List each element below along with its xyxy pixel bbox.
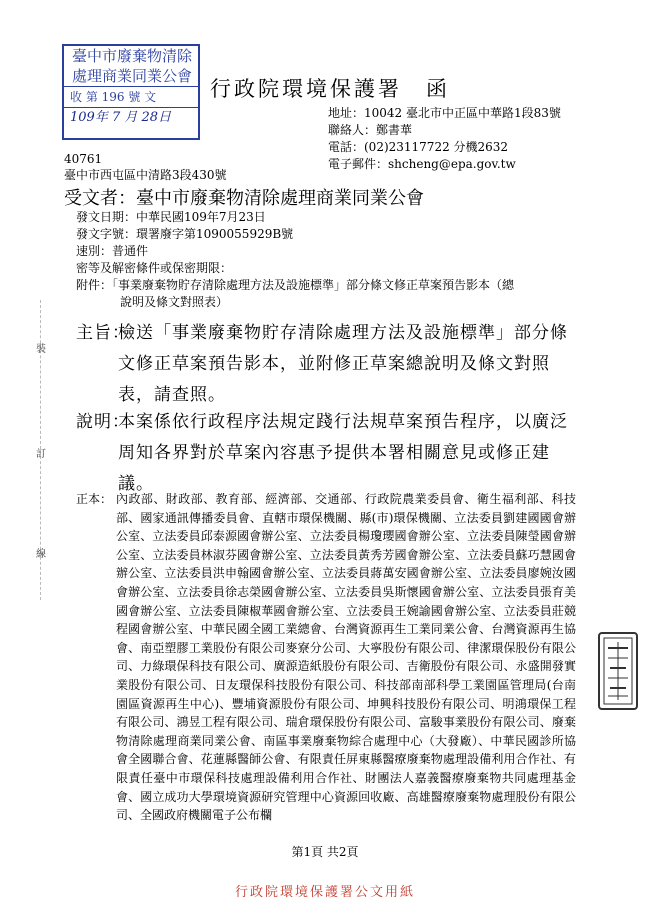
contact-email: 電子郵件：shcheng@epa.gov.tw [328,157,516,171]
explanation-label: 說明： [76,412,130,432]
issue-number: 發文字號：環署廢字第1090055929B號 [76,227,294,241]
speed: 速別：普通件 [76,244,149,258]
recipient-zip: 40761 [64,152,103,166]
contact-person: 聯絡人：鄭書華 [328,123,413,137]
binding-mark-1: 裝 [36,344,46,355]
contact-phone: 電話：(02)23117722 分機2632 [328,140,509,154]
copies-list: 內政部、財政部、教育部、經濟部、交通部、行政院農業委員會、衛生福利部、科技部、國家通訊傳播委員會、直轄市環保機關、縣(市)環保機關、立法委員劉建國國會辦公室、立法委員邱泰源國會辦公室、立法委員楊瓊瓔國會辦公室、立法委員陳瑩國會辦公室、立法委員林淑芬國會辦公室、立法委員黃秀芳國會辦公室、立法委員蘇巧慧國會辦公室、立法委員洪申翰國會辦公室、立法委員蔣萬安國會辦公室、立法委員廖婉汝國會辦公室、立法委員徐志榮國會辦公室、立法委員吳斯懷國會辦公室、立法委員張育美國會辦公室、立法委員陳椒華國會辦公室、立法委員王婉諭國會辦公室、立法委員莊競程國會辦公室、中華民國全國工業總會、台灣資源再生工業同業公會、台灣資源再生協會、南亞塑膠工業股份有限公司麥寮分公司、大寧股份有限公司、律潔環保股份有限公司、力綠環保科技有限公司、廣源造紙股份有限公司、吉衛股份有限公司、永盛開發實業股份有限公司、日友環保科技股份有限公司、科技部南部科學工業園區管理局(台南園區資源再生中心)、豐埔資源股份有限公司、坤興科技股份有限公司、明鴻環保工程有限公司、鴻昱工程有限公司、瑞倉環保股份有限公司、富駿事業股份有限公司、廢棄物清除處理商業同業公會、南區事業廢棄物綜合處理中心（大發廠）、中華民國診所協會全國聯合會、花蓮縣醫師公會、有限責任屏東縣醫療廢棄物處理設備利用合作社、有限責任臺中市環保科技處理設備利用合作社、財團法人嘉義醫療廢棄物共同處理基金會、國立成功大學環境資源研究管理中心資源回收廠、高雄醫療廢棄物處理股份有限公司、全國政府機關電子公布欄 [116,492,576,823]
subject-section [76,318,568,411]
footer-paper-name: 行政院環境保護署公文用紙 [234,885,415,900]
issuing-organization: 行政院環境保護署 函 [210,77,450,101]
subject-label: 主旨： [76,323,130,343]
binding-mark-2: 訂 [36,449,46,460]
official-seal [598,632,638,710]
page-number: 第1頁 共2頁 [291,845,359,859]
explanation-section [76,407,568,500]
recipient-address: 臺中市西屯區中清路3段430號 [64,168,227,182]
copies-section [76,490,576,825]
subject-line-2: 文修正草案預告影本，並附修正草案總說明及條文對照 [118,354,550,374]
issue-date: 發文日期：中華民國109年7月23日 [76,210,266,224]
attachment-line-2: 說明及條文對照表） [120,295,229,309]
stamp-line-2: 處理商業同業公會 [72,67,193,85]
seal-pattern-icon [600,634,636,708]
subject-line-1: 檢送「事業廢棄物貯存清除處理方法及設施標準」部分條 [118,323,568,343]
stamp-date: 109年 7 月 28日 [70,110,172,125]
contact-address: 地址：10042 臺北市中正區中華路1段83號 [328,106,561,120]
copies-label: 正本： [76,492,113,506]
recipient: 受文者：臺中市廢棄物清除處理商業同業公會 [64,188,424,209]
subject-line-3: 表，請查照。 [118,385,226,405]
explanation-line-3: 議。 [118,474,154,494]
stamp-line-1: 臺中市廢棄物清除 [72,47,193,65]
stamp-receipt-number: 收 第 196 號 文 [64,86,198,108]
receipt-stamp [62,44,200,140]
explanation-line-1: 本案係依行政程序法規定踐行法規草案預告程序，以廣泛 [118,412,568,432]
attachment-line-1: 附件：「事業廢棄物貯存清除處理方法及設施標準」部分條文修正草案預告影本（總 [76,278,515,292]
binding-mark-3: 線 [36,549,46,560]
secrecy: 密等及解密條件或保密期限： [76,261,233,275]
explanation-line-2: 周知各界對於草案內容惠予提供本署相關意見或修正建 [118,443,550,463]
